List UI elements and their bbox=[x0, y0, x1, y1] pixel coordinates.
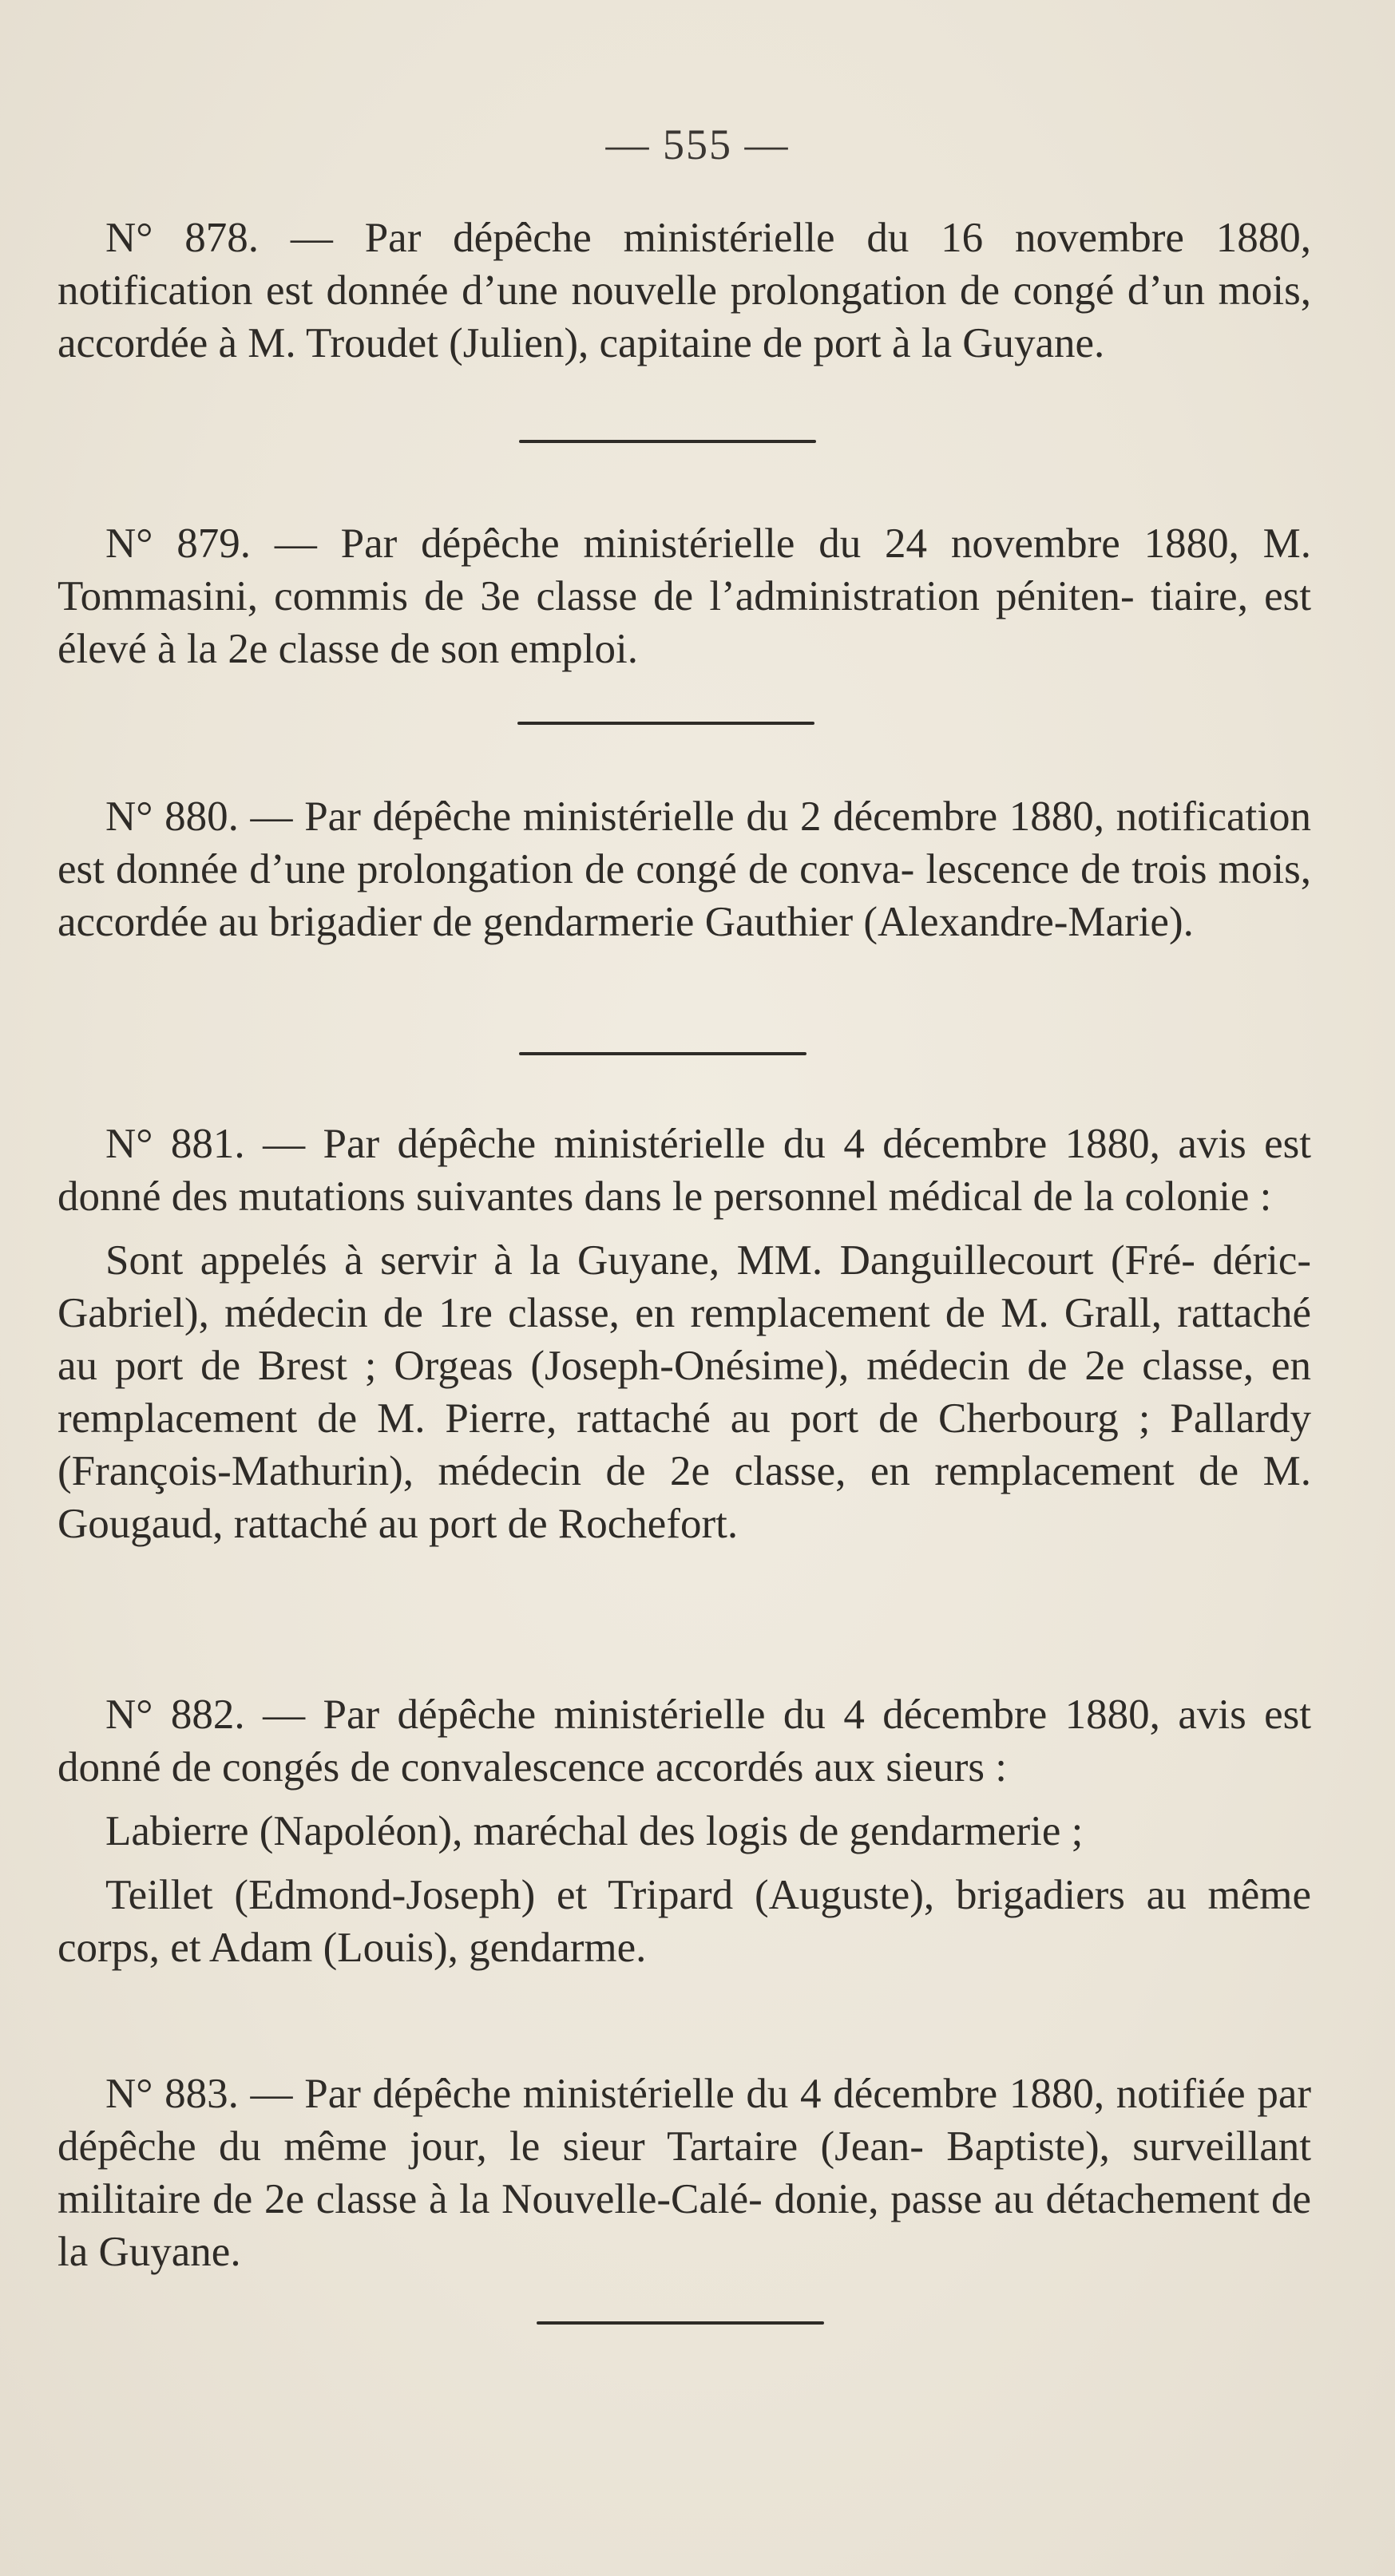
entry-paragraph: N° 880. — Par dépêche ministérielle du 2 décembre 1880, notification est donnée d’une prolongation de congé de conva- lescence de trois mois, accordée au brigadier de gendarmerie Gauthier (Alexandre-Marie). bbox=[57, 793, 1311, 945]
separator-rule bbox=[537, 2321, 824, 2325]
entry-paragraph: N° 881. — Par dépêche ministérielle du 4 décembre 1880, avis est donné des mutations suivantes dans le personnel médical de la colonie : bbox=[57, 1121, 1311, 1220]
entry-882 bbox=[57, 1688, 1311, 1974]
entry-paragraph: N° 882. — Par dépêche ministérielle du 4 décembre 1880, avis est donné de congés de convalescence accordés aux sieurs : bbox=[57, 1692, 1311, 1791]
page-number: — 555 — bbox=[605, 121, 790, 168]
entry-paragraph: Sont appelés à servir à la Guyane, MM. Danguillecourt (Fré- déric-Gabriel), médecin de 1re classe, en remplacement de M. Grall, rattaché au port de Brest ; Orgeas (Joseph-Onésime), médecin de 2e classe, en remplacement de M. Pierre, rattaché au port de Cherbourg ; Pallardy (François-Mathurin), médecin de 2e classe, en remplacement de M. Gougaud, rattaché au port de Rochefort. bbox=[57, 1237, 1311, 1547]
separator-rule bbox=[519, 440, 816, 443]
entry-paragraph: Teillet (Edmond-Joseph) et Tripard (Auguste), brigadiers au même corps, et Adam (Louis), gendarme. bbox=[57, 1872, 1311, 1971]
entry-881 bbox=[57, 1118, 1311, 1550]
entry-879 bbox=[57, 517, 1311, 675]
entry-paragraph: N° 878. — Par dépêche ministérielle du 16 novembre 1880, notification est donnée d’une nouvelle prolongation de congé d’un mois, accordée à M. Troudet (Julien), capitaine de port à la Guyane. bbox=[57, 215, 1311, 366]
entry-883 bbox=[57, 2068, 1311, 2278]
entry-880 bbox=[57, 790, 1311, 948]
entry-paragraph: Labierre (Napoléon), maréchal des logis de gendarmerie ; bbox=[105, 1808, 1084, 1854]
separator-rule bbox=[517, 722, 814, 725]
entry-878 bbox=[57, 212, 1311, 370]
entry-paragraph: N° 883. — Par dépêche ministérielle du 4 décembre 1880, notifiée par dépêche du même jour, le sieur Tartaire (Jean- Baptiste), surveillant militaire de 2e classe à la Nouvelle-Calé- donie, passe au détachement de la Guyane. bbox=[57, 2071, 1311, 2275]
entry-paragraph: N° 879. — Par dépêche ministérielle du 24 novembre 1880, M. Tommasini, commis de 3e classe de l’administration péniten- tiaire, est élevé à la 2e classe de son emploi. bbox=[57, 520, 1311, 672]
separator-rule bbox=[519, 1052, 806, 1055]
